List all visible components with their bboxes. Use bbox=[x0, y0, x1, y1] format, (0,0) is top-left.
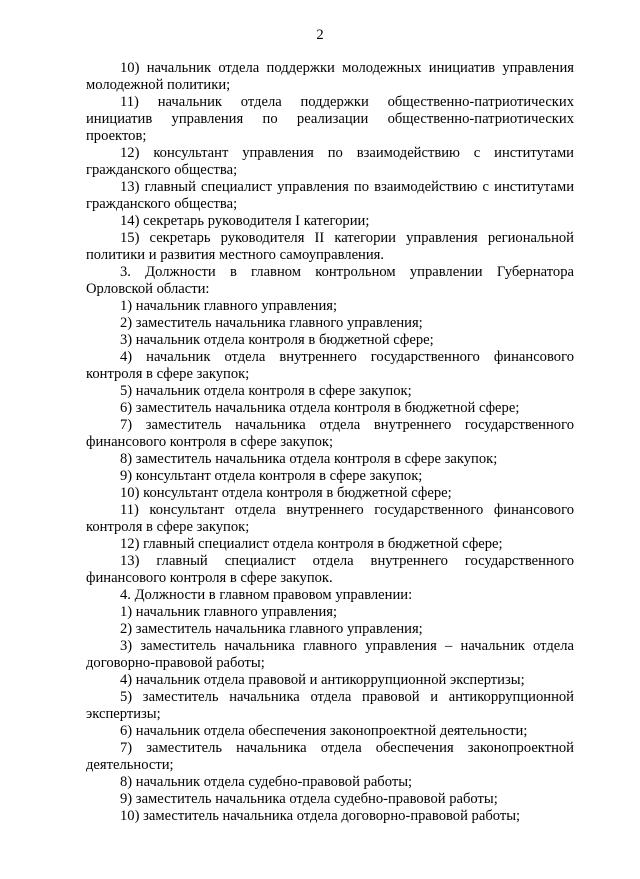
list-item: 6) заместитель начальника отдела контроля в бюджетной сфере; bbox=[120, 400, 520, 416]
list-item: 8) начальник отдела судебно-правовой работы; bbox=[120, 774, 413, 790]
list-item: 15) секретарь руководителя II категории управления региональной политики и развития местного самоуправления. bbox=[86, 230, 574, 263]
list-item: 7) заместитель начальника отдела внутреннего государственного финансового контроля в сфере закупок; bbox=[86, 417, 574, 450]
section-heading: 3. Должности в главном контрольном управлении Губернатора Орловской области: bbox=[86, 264, 574, 297]
list-item: 5) начальник отдела контроля в сфере закупок; bbox=[120, 383, 412, 399]
list-item: 10) начальник отдела поддержки молодежных инициатив управления молодежной политики; bbox=[86, 60, 574, 93]
document-body bbox=[86, 60, 574, 825]
list-item: 7) заместитель начальника отдела обеспечения законопроектной деятельности; bbox=[86, 740, 574, 773]
list-item: 11) начальник отдела поддержки общественно-патриотических инициатив управления по реализации общественно-патриотических проектов; bbox=[86, 94, 574, 144]
list-item: 2) заместитель начальника главного управления; bbox=[120, 621, 423, 637]
section-heading: 4. Должности в главном правовом управлении: bbox=[120, 587, 413, 603]
list-item: 4) начальник отдела внутреннего государственного финансового контроля в сфере закупок; bbox=[86, 349, 574, 382]
list-item: 4) начальник отдела правовой и антикоррупционной экспертизы; bbox=[120, 672, 525, 688]
list-item: 13) главный специалист управления по взаимодействию с институтами гражданского общества; bbox=[86, 179, 574, 212]
list-item: 10) консультант отдела контроля в бюджетной сфере; bbox=[120, 485, 452, 501]
list-item: 3) заместитель начальника главного управления – начальник отдела договорно-правовой работы; bbox=[86, 638, 574, 671]
list-item: 1) начальник главного управления; bbox=[120, 298, 338, 314]
list-item: 14) секретарь руководителя I категории; bbox=[120, 213, 370, 229]
page-number: 2 bbox=[316, 27, 324, 43]
list-item: 1) начальник главного управления; bbox=[120, 604, 338, 620]
list-item: 12) консультант управления по взаимодействию с институтами гражданского общества; bbox=[86, 145, 574, 178]
list-item: 2) заместитель начальника главного управления; bbox=[120, 315, 423, 331]
list-item: 10) заместитель начальника отдела договорно-правовой работы; bbox=[120, 808, 521, 824]
list-item: 11) консультант отдела внутреннего государственного финансового контроля в сфере закупок; bbox=[86, 502, 574, 535]
list-item: 9) консультант отдела контроля в сфере закупок; bbox=[120, 468, 423, 484]
list-item: 13) главный специалист отдела внутреннего государственного финансового контроля в сфере закупок. bbox=[86, 553, 574, 586]
list-item: 12) главный специалист отдела контроля в бюджетной сфере; bbox=[120, 536, 503, 552]
list-item: 3) начальник отдела контроля в бюджетной сфере; bbox=[120, 332, 434, 348]
list-item: 5) заместитель начальника отдела правовой и антикоррупционной экспертизы; bbox=[86, 689, 574, 722]
list-item: 9) заместитель начальника отдела судебно-правовой работы; bbox=[120, 791, 498, 807]
list-item: 8) заместитель начальника отдела контроля в сфере закупок; bbox=[120, 451, 498, 467]
list-item: 6) начальник отдела обеспечения законопроектной деятельности; bbox=[120, 723, 528, 739]
